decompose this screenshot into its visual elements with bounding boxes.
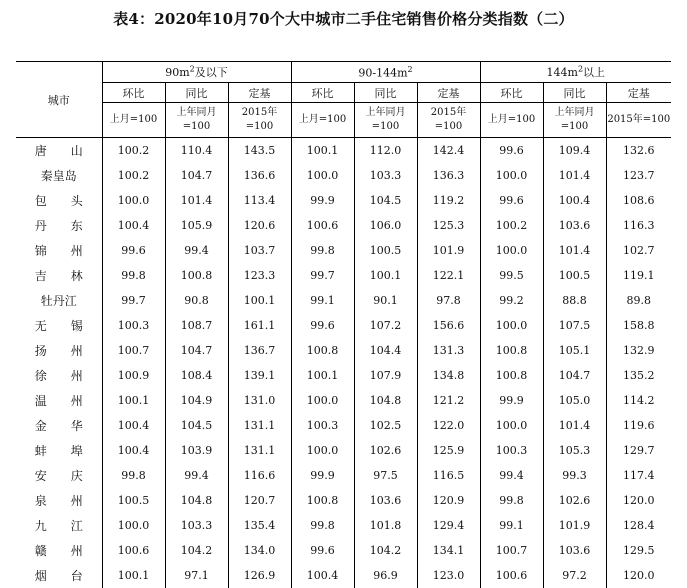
index-value-cell: 123.0 [417,563,480,588]
index-value-cell: 99.4 [480,463,543,488]
index-value-cell: 100.1 [102,563,165,588]
city-name: 吉 林 [34,269,83,283]
index-value-cell: 134.8 [417,363,480,388]
index-value-cell: 97.2 [543,563,606,588]
index-value-cell: 109.4 [543,138,606,164]
index-value-cell: 100.8 [480,338,543,363]
city-name: 唐 山 [34,144,83,158]
index-value-cell: 99.8 [102,263,165,288]
index-value-cell: 116.6 [228,463,291,488]
index-value-cell: 100.6 [480,563,543,588]
index-value-cell: 119.2 [417,188,480,213]
index-value-cell: 100.4 [102,438,165,463]
index-value-cell: 100.0 [480,313,543,338]
city-name: 泉 州 [34,494,83,508]
index-type-header: 同比 [354,83,417,103]
table-row [16,213,671,238]
index-value-cell: 104.2 [165,538,228,563]
table-row [16,163,671,188]
index-value-cell: 125.9 [417,438,480,463]
index-value-cell: 116.3 [606,213,671,238]
index-value-cell: 131.3 [417,338,480,363]
table-row [16,413,671,438]
index-value-cell: 136.6 [228,163,291,188]
index-value-cell: 126.9 [228,563,291,588]
index-value-cell: 100.0 [480,238,543,263]
index-value-cell: 99.7 [102,288,165,313]
index-value-cell: 100.4 [543,188,606,213]
index-value-cell: 128.4 [606,513,671,538]
index-type-header: 环比 [291,83,354,103]
city-name: 安 庆 [34,469,83,483]
table-row [16,563,671,588]
index-value-cell: 103.3 [165,513,228,538]
index-value-cell: 103.6 [354,488,417,513]
index-value-cell: 100.2 [102,138,165,164]
index-value-cell: 97.8 [417,288,480,313]
index-value-cell: 129.5 [606,538,671,563]
index-value-cell: 100.6 [291,213,354,238]
index-value-cell: 99.8 [102,463,165,488]
city-name: 赣 州 [34,544,83,558]
index-value-cell: 100.0 [291,388,354,413]
index-value-cell: 110.4 [165,138,228,164]
index-value-cell: 100.0 [291,163,354,188]
index-value-cell: 113.4 [228,188,291,213]
index-value-cell: 99.2 [480,288,543,313]
index-value-cell: 99.9 [291,463,354,488]
base-period-header: 上月=100 [480,103,543,138]
city-name: 扬 州 [34,344,83,358]
index-value-cell: 99.3 [543,463,606,488]
index-value-cell: 100.8 [291,338,354,363]
city-name: 锦 州 [34,244,83,258]
index-value-cell: 99.5 [480,263,543,288]
base-period-header: 上月=100 [291,103,354,138]
index-value-cell: 100.5 [543,263,606,288]
index-value-cell: 100.4 [291,563,354,588]
index-value-cell: 131.1 [228,413,291,438]
index-value-cell: 101.4 [165,188,228,213]
index-value-cell: 100.1 [291,363,354,388]
index-value-cell: 104.5 [354,188,417,213]
index-value-cell: 107.9 [354,363,417,388]
index-value-cell: 99.1 [291,288,354,313]
base-period-header: 2015年=100 [228,103,291,138]
index-value-cell: 100.1 [102,388,165,413]
index-value-cell: 100.5 [102,488,165,513]
city-name: 烟 台 [34,569,83,583]
index-value-cell: 134.0 [228,538,291,563]
index-value-cell: 101.4 [543,238,606,263]
index-value-cell: 120.7 [228,488,291,513]
city-name: 秦皇岛 [40,169,77,183]
index-value-cell: 104.9 [165,388,228,413]
index-value-cell: 100.2 [102,163,165,188]
index-value-cell: 106.0 [354,213,417,238]
index-value-cell: 101.8 [354,513,417,538]
index-value-cell: 103.6 [543,538,606,563]
index-value-cell: 100.0 [102,188,165,213]
index-value-cell: 103.7 [228,238,291,263]
index-value-cell: 120.6 [228,213,291,238]
table-row [16,438,671,463]
index-value-cell: 108.7 [165,313,228,338]
index-value-cell: 119.1 [606,263,671,288]
index-value-cell: 116.5 [417,463,480,488]
index-value-cell: 135.4 [228,513,291,538]
index-value-cell: 100.2 [480,213,543,238]
index-value-cell: 99.9 [291,188,354,213]
index-value-cell: 105.9 [165,213,228,238]
index-value-cell: 158.8 [606,313,671,338]
table-row [16,263,671,288]
city-name: 金 华 [34,419,83,433]
index-value-cell: 100.0 [480,163,543,188]
table-row [16,513,671,538]
index-value-cell: 100.8 [480,363,543,388]
index-value-cell: 99.8 [480,488,543,513]
table-row [16,188,671,213]
table-title: 表4：2020年10月70个大中城市二手住宅销售价格分类指数（二） [113,10,574,28]
city-name: 丹 东 [34,219,83,233]
city-name: 无 锡 [34,319,83,333]
city-name: 蚌 埠 [34,444,83,458]
index-value-cell: 100.0 [480,413,543,438]
city-name: 徐 州 [34,369,83,383]
index-value-cell: 96.9 [354,563,417,588]
index-value-cell: 99.9 [480,388,543,413]
index-value-cell: 99.1 [480,513,543,538]
index-value-cell: 136.7 [228,338,291,363]
index-value-cell: 100.4 [102,213,165,238]
index-value-cell: 108.6 [606,188,671,213]
index-value-cell: 129.4 [417,513,480,538]
index-value-cell: 100.1 [354,263,417,288]
index-value-cell: 142.4 [417,138,480,164]
index-value-cell: 100.6 [102,538,165,563]
index-value-cell: 90.1 [354,288,417,313]
table-row [16,388,671,413]
index-value-cell: 101.4 [543,413,606,438]
index-value-cell: 100.0 [102,513,165,538]
index-value-cell: 122.1 [417,263,480,288]
city-name: 九 江 [34,519,83,533]
index-type-header: 定基 [228,83,291,103]
index-value-cell: 90.8 [165,288,228,313]
index-value-cell: 120.0 [606,488,671,513]
index-value-cell: 132.9 [606,338,671,363]
index-value-cell: 99.7 [291,263,354,288]
city-column-header: 城市 [16,62,102,138]
table-row [16,313,671,338]
index-value-cell: 129.7 [606,438,671,463]
table-row [16,288,671,313]
index-value-cell: 105.1 [543,338,606,363]
index-value-cell: 99.8 [291,238,354,263]
index-value-cell: 100.7 [102,338,165,363]
index-value-cell: 112.0 [354,138,417,164]
index-value-cell: 102.6 [543,488,606,513]
index-value-cell: 101.9 [543,513,606,538]
index-value-cell: 103.6 [543,213,606,238]
index-value-cell: 132.6 [606,138,671,164]
index-value-cell: 104.7 [543,363,606,388]
index-value-cell: 104.8 [354,388,417,413]
index-value-cell: 99.6 [102,238,165,263]
base-period-header: 上年同月=100 [543,103,606,138]
index-type-header: 定基 [417,83,480,103]
index-value-cell: 100.3 [102,313,165,338]
index-value-cell: 104.2 [354,538,417,563]
table-row [16,238,671,263]
index-value-cell: 104.7 [165,338,228,363]
index-value-cell: 125.3 [417,213,480,238]
index-value-cell: 131.1 [228,438,291,463]
index-type-header: 同比 [165,83,228,103]
index-value-cell: 100.5 [354,238,417,263]
base-period-header: 上月=100 [102,103,165,138]
index-value-cell: 97.1 [165,563,228,588]
index-value-cell: 107.2 [354,313,417,338]
index-value-cell: 161.1 [228,313,291,338]
group-header-small: $90m^2$及以下 [102,62,291,83]
index-value-cell: 123.3 [228,263,291,288]
city-name: 温 州 [34,394,83,408]
base-period-header: 2015年=100 [606,103,671,138]
index-value-cell: 88.8 [543,288,606,313]
city-name: 包 头 [34,194,83,208]
table-row [16,538,671,563]
index-value-cell: 100.1 [291,138,354,164]
index-value-cell: 102.7 [606,238,671,263]
index-value-cell: 117.4 [606,463,671,488]
table-row [16,363,671,388]
index-value-cell: 120.9 [417,488,480,513]
index-value-cell: 103.9 [165,438,228,463]
city-name: 牡丹江 [40,294,77,308]
index-type-header: 环比 [480,83,543,103]
table-row [16,138,671,164]
base-period-header: 上年同月=100 [165,103,228,138]
index-value-cell: 134.1 [417,538,480,563]
index-value-cell: 89.8 [606,288,671,313]
index-value-cell: 100.1 [228,288,291,313]
index-value-cell: 104.5 [165,413,228,438]
index-value-cell: 119.6 [606,413,671,438]
index-value-cell: 99.6 [291,538,354,563]
price-index-table [16,61,671,588]
index-value-cell: 135.2 [606,363,671,388]
index-value-cell: 100.3 [480,438,543,463]
index-value-cell: 100.7 [480,538,543,563]
index-value-cell: 104.7 [165,163,228,188]
index-value-cell: 131.0 [228,388,291,413]
index-value-cell: 100.9 [102,363,165,388]
index-value-cell: 100.8 [165,263,228,288]
index-value-cell: 136.3 [417,163,480,188]
index-value-cell: 103.3 [354,163,417,188]
index-value-cell: 99.6 [480,188,543,213]
index-type-header: 定基 [606,83,671,103]
index-value-cell: 108.4 [165,363,228,388]
index-value-cell: 143.5 [228,138,291,164]
index-value-cell: 99.6 [291,313,354,338]
index-value-cell: 105.3 [543,438,606,463]
index-value-cell: 120.0 [606,563,671,588]
index-value-cell: 101.9 [417,238,480,263]
index-value-cell: 99.4 [165,238,228,263]
group-header-large: $144m^2$以上 [480,62,671,83]
index-value-cell: 100.4 [102,413,165,438]
base-period-header: 上年同月=100 [354,103,417,138]
index-value-cell: 102.5 [354,413,417,438]
index-value-cell: 122.0 [417,413,480,438]
index-value-cell: 104.8 [165,488,228,513]
index-value-cell: 100.8 [291,488,354,513]
index-type-header: 环比 [102,83,165,103]
index-value-cell: 99.6 [480,138,543,164]
index-value-cell: 100.0 [291,438,354,463]
index-value-cell: 107.5 [543,313,606,338]
index-value-cell: 100.3 [291,413,354,438]
index-value-cell: 121.2 [417,388,480,413]
index-value-cell: 99.8 [291,513,354,538]
index-value-cell: 99.4 [165,463,228,488]
table-row [16,338,671,363]
index-value-cell: 156.6 [417,313,480,338]
base-period-header: 2015年=100 [417,103,480,138]
index-value-cell: 114.2 [606,388,671,413]
index-value-cell: 102.6 [354,438,417,463]
index-value-cell: 97.5 [354,463,417,488]
index-value-cell: 104.4 [354,338,417,363]
index-value-cell: 101.4 [543,163,606,188]
index-value-cell: 105.0 [543,388,606,413]
group-header-medium: $90-144m^2$ [291,62,480,83]
index-value-cell: 139.1 [228,363,291,388]
index-value-cell: 123.7 [606,163,671,188]
table-row [16,463,671,488]
index-type-header: 同比 [543,83,606,103]
table-row [16,488,671,513]
